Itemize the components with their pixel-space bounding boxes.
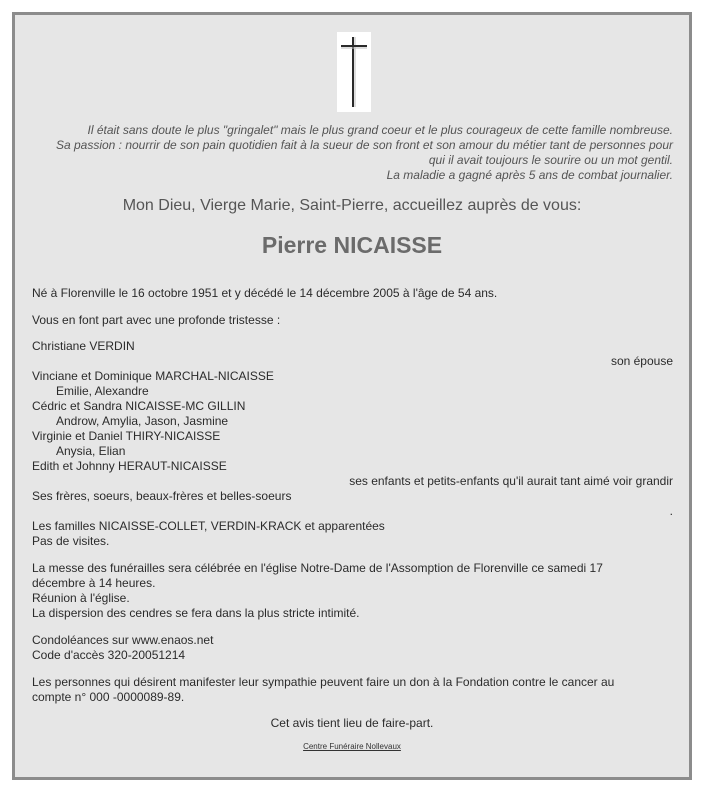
children-role: ses enfants et petits-enfants qu'il aurait tant aimé voir grandir	[349, 474, 673, 488]
siblings-text: Ses frères, soeurs, beaux-frères et belles-soeurs	[32, 489, 292, 503]
child-family: Vinciane et Dominique MARCHAL-NICAISSE	[32, 369, 274, 383]
grandchildren: Emilie, Alexandre	[56, 384, 149, 398]
families-text: Les familles NICAISSE-COLLET, VERDIN-KRACK et apparentées	[32, 519, 385, 533]
funeral-line: décembre à 14 heures.	[32, 576, 156, 590]
donation-line: Les personnes qui désirent manifester leur sympathie peuvent faire un don à la Fondation contre le cancer au	[32, 675, 615, 689]
child-family: Cédric et Sandra NICAISSE-MC GILLIN	[32, 399, 246, 413]
spouse-name: Christiane VERDIN	[32, 339, 135, 353]
siblings-period: .	[669, 504, 673, 518]
child-family: Edith et Johnny HERAUT-NICAISSE	[32, 459, 227, 473]
cross-icon	[337, 32, 371, 112]
funeral-home-link[interactable]: Centre Funéraire Nollevaux	[303, 742, 401, 751]
condolences-line: Condoléances sur www.enaos.net	[32, 633, 214, 647]
quote-line: qui il avait toujours le sourire ou un mot gentil.	[428, 153, 673, 167]
obituary-card	[12, 12, 692, 780]
funeral-line: Réunion à l'église.	[32, 591, 130, 605]
closing-text: Cet avis tient lieu de faire-part.	[270, 716, 434, 730]
invocation: Mon Dieu, Vierge Marie, Saint-Pierre, accueillez auprès de vous:	[122, 197, 582, 214]
no-visits-text: Pas de visites.	[32, 534, 110, 548]
cross-image	[337, 32, 371, 112]
access-code-line: Code d'accès 320-20051214	[32, 648, 186, 662]
quote-line: Il était sans doute le plus "gringalet" mais le plus grand coeur et le plus courageux de cette famille nombreuse.	[87, 123, 673, 137]
grandchildren: Androw, Amylia, Jason, Jasmine	[56, 414, 229, 428]
grandchildren: Anysia, Elian	[56, 444, 126, 458]
announcement-text: Vous en font part avec une profonde tristesse :	[32, 313, 281, 327]
spouse-role: son épouse	[610, 354, 673, 368]
funeral-line: La dispersion des cendres se fera dans la plus stricte intimité.	[32, 606, 360, 620]
donation-line: compte n° 000 -0000089-89.	[32, 690, 185, 704]
deceased-name: Pierre NICAISSE	[261, 232, 443, 258]
funeral-line: La messe des funérailles sera célébrée en l'église Notre-Dame de l'Assomption de Florenville ce samedi 17	[32, 561, 603, 575]
child-family: Virginie et Daniel THIRY-NICAISSE	[32, 429, 221, 443]
quote-line: Sa passion : nourrir de son pain quotidien fait à la sueur de son front et son amour du métier tant de personnes pour	[55, 138, 673, 152]
epitaph-quote	[33, 123, 673, 183]
quote-line: La maladie a gagné après 5 ans de combat journalier.	[386, 168, 673, 182]
birth-death-text: Né à Florenville le 16 octobre 1951 et y décédé le 14 décembre 2005 à l'âge de 54 ans.	[32, 286, 498, 300]
